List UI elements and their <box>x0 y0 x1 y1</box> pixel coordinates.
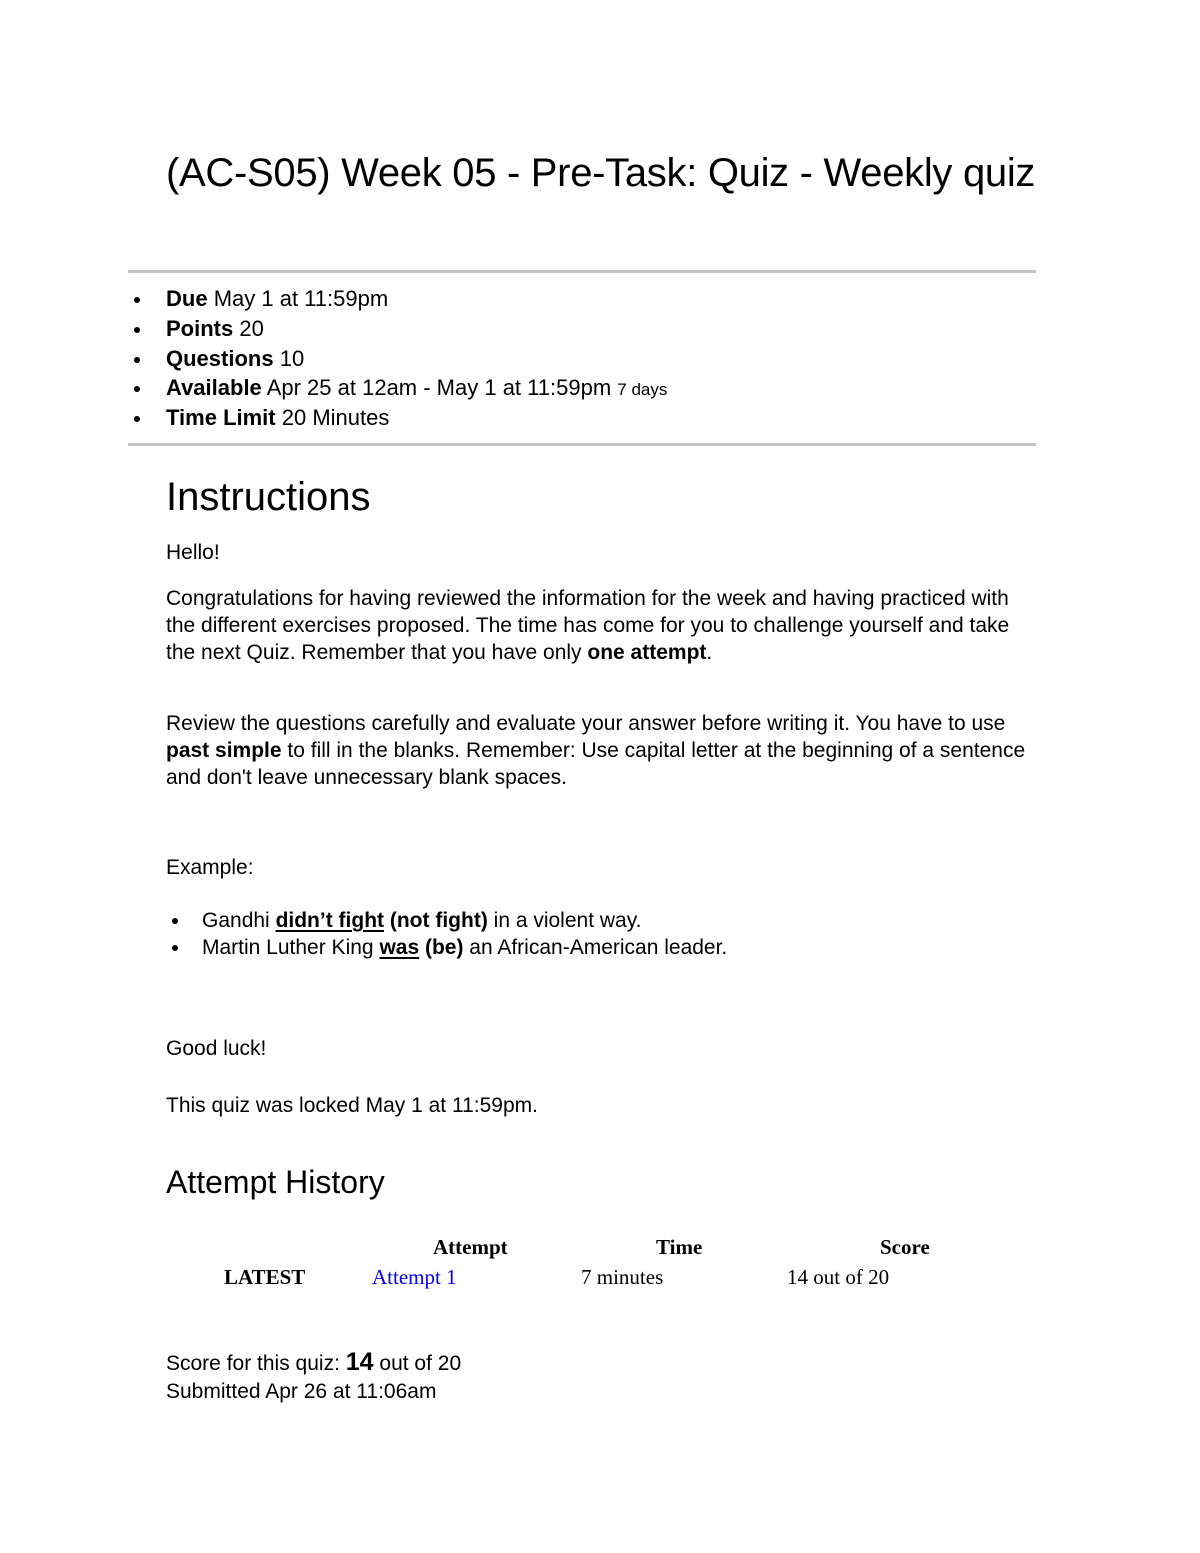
detail-available-label: Available <box>166 375 262 401</box>
one-attempt-emphasis: one attempt <box>587 641 707 664</box>
good-luck-text: Good luck! <box>166 1037 267 1060</box>
example-hint: (not fight) <box>384 909 488 932</box>
example-text-after: in a violent way. <box>487 909 642 932</box>
detail-points-value: 20 <box>239 315 264 341</box>
score-suffix: out of 20 <box>373 1352 462 1375</box>
detail-points-label: Points <box>166 315 234 341</box>
column-header-score: Score <box>880 1235 930 1259</box>
detail-time-limit-label: Time Limit <box>166 405 276 431</box>
header-divider-bottom <box>128 443 1036 446</box>
locked-notice: This quiz was locked May 1 at 11:59pm. <box>166 1094 538 1117</box>
attempt-history-heading: Attempt History <box>166 1164 385 1200</box>
detail-questions-value: 10 <box>279 345 305 371</box>
instructions-heading: Instructions <box>166 475 371 519</box>
example-list <box>202 907 727 961</box>
column-header-attempt: Attempt <box>433 1235 508 1259</box>
example-hint: (be) <box>419 936 464 959</box>
detail-time-limit <box>166 403 667 433</box>
detail-available-duration: 7 days <box>617 380 668 400</box>
quiz-details-list <box>166 284 667 433</box>
example-text-after: an African-American leader. <box>463 936 728 959</box>
score-prefix: Score for this quiz: <box>166 1352 346 1375</box>
submitted-line: Submitted Apr 26 at 11:06am <box>166 1380 437 1403</box>
past-simple-emphasis: past simple <box>166 739 282 762</box>
review-paragraph <box>166 710 1026 791</box>
example-label: Example: <box>166 856 254 879</box>
attempt-history-table <box>0 1232 1200 1294</box>
example-answer: didn’t fight <box>275 909 385 932</box>
page-title: (AC-S05) Week 05 - Pre-Task: Quiz - Weekly quiz <box>166 151 1036 195</box>
detail-available-value: Apr 25 at 12am - May 1 at 11:59pm <box>266 375 612 401</box>
congrats-text: Congratulations for having reviewed the information for the week and having practiced with the different exercises proposed. The time has come for you to challenge yourself and take the next Quiz. Remember that you have only <box>166 587 1010 664</box>
score-value: 14 <box>345 1348 374 1376</box>
review-text-start: Review the questions carefully and evaluate your answer before writing it. You have to use <box>166 712 1006 735</box>
review-text-end: to fill in the blanks. Remember: Use capital letter at the beginning of a sentence and don't leave unnecessary blank spaces. <box>166 739 1026 789</box>
example-item <box>202 907 727 934</box>
attempt-score: 14 out of 20 <box>787 1265 890 1289</box>
congrats-end: . <box>706 641 713 664</box>
score-summary <box>166 1348 461 1406</box>
detail-due-label: Due <box>166 286 208 311</box>
detail-points <box>166 314 667 344</box>
greeting-text: Hello! <box>166 541 220 564</box>
detail-due-value: May 1 at 11:59pm <box>213 286 389 311</box>
example-answer: was <box>379 936 420 959</box>
example-text-before: Martin Luther King <box>202 936 380 959</box>
detail-questions-label: Questions <box>166 345 274 371</box>
congrats-paragraph <box>166 585 1026 666</box>
detail-due <box>166 284 667 314</box>
latest-tag: LATEST <box>224 1265 306 1289</box>
attempt-time: 7 minutes <box>581 1265 664 1289</box>
column-header-time: Time <box>656 1235 703 1259</box>
detail-available <box>166 373 667 403</box>
example-item <box>202 934 727 961</box>
header-divider-top <box>128 270 1036 273</box>
score-line <box>166 1348 461 1378</box>
detail-time-limit-value: 20 Minutes <box>281 405 390 431</box>
detail-questions <box>166 344 667 374</box>
example-text-before: Gandhi <box>202 909 276 932</box>
attempt-1-link[interactable]: Attempt 1 <box>372 1265 457 1289</box>
